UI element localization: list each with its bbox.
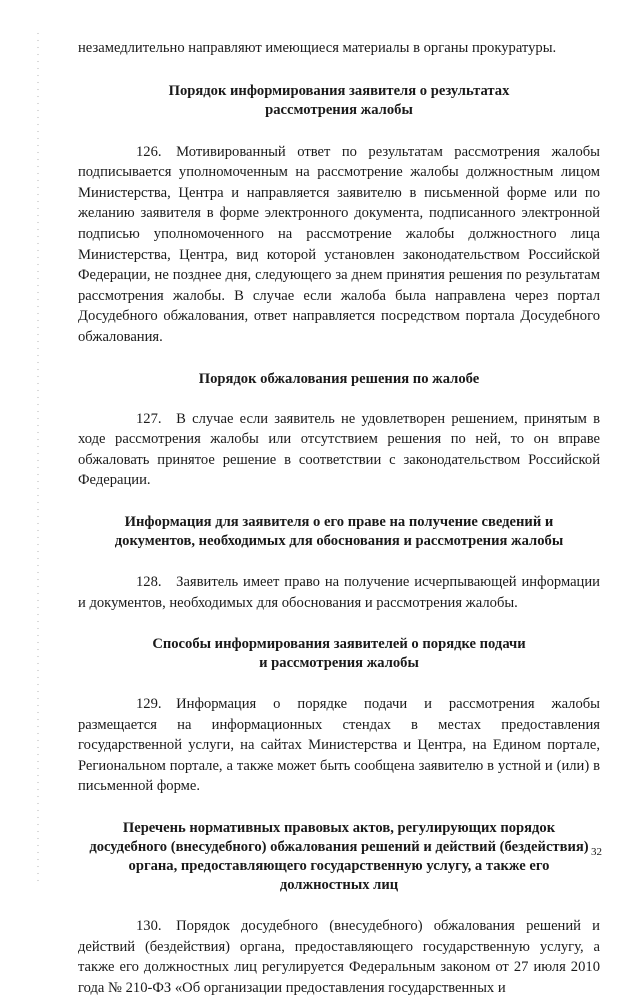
- page-number: 32: [591, 846, 602, 858]
- paragraph-130: 130. Порядок досудебного (внесудебного) обжалования решений и действий (бездействия) органа, предоставляющего государственную услугу, а также его должностных лиц регулируется Федеральным законом от 27 июля 2010 года № 210-ФЗ «Об организации предоставления государственных и: [78, 918, 600, 996]
- heading-right-to-info: Информация для заявителя о его праве на получение сведений и документов, необходимых для обоснования и рассмотрения жалобы: [114, 513, 564, 549]
- heading-appeal-decision: Порядок обжалования решения по жалобе: [198, 370, 480, 387]
- paragraph-127: 127. В случае если заявитель не удовлетворен решением, принятым в ходе рассмотрения жалобы или отсутствием решения по ней, то он вправе обжаловать принятое решение в соответствии с законодательством Российской Федерации.: [78, 410, 600, 489]
- heading-informing-methods: Способы информирования заявителей о порядке подачи и рассмотрения жалобы: [152, 636, 526, 672]
- intro-line: незамедлительно направляют имеющиеся материалы в органы прокуратуры.: [78, 40, 557, 56]
- paragraph-128: 128. Заявитель имеет право на получение исчерпывающей информации и документов, необходимых для обоснования и рассмотрения жалобы.: [78, 573, 600, 611]
- heading-normative-acts: Перечень нормативных правовых актов, регулирующих порядок досудебного (внесудебного) обжалования решений и действий (бездействия) органа, предоставляющего государственную услугу, а также его должностных лиц: [89, 820, 589, 894]
- heading-informing-results: Порядок информирования заявителя о результатах рассмотрения жалобы: [168, 82, 510, 118]
- paragraph-129: 129. Информация о порядке подачи и рассмотрения жалобы размещается на информационных стендах в местах предоставления государственной услуги, на сайтах Министерства и Центра, на Едином портале, Региональном портале, а также может быть сообщена заявителю в устной и (или) в письменной форме.: [78, 696, 600, 795]
- document-page: [78, 38, 600, 998]
- paragraph-126: 126. Мотивированный ответ по результатам рассмотрения жалобы подписывается уполномоченным на рассмотрение жалобы должностным лицом Министерства, Центра и направляется заявителю в письменной форме или по желанию заявителя в форме электронного документа, подписанного электронной подписью уполномоченного на рассмотрение жалобы должностного лица Министерства, Центра, вид которой установлен законодательством Российской Федерации, не позднее дня, следующего за днем принятия решения по результатам рассмотрения жалобы. В случае если жалоба была направлена через портал Досудебного обжалования, ответ направляется посредством портала Досудебного обжалования.: [78, 143, 600, 345]
- binding-margin-dots: [37, 30, 39, 885]
